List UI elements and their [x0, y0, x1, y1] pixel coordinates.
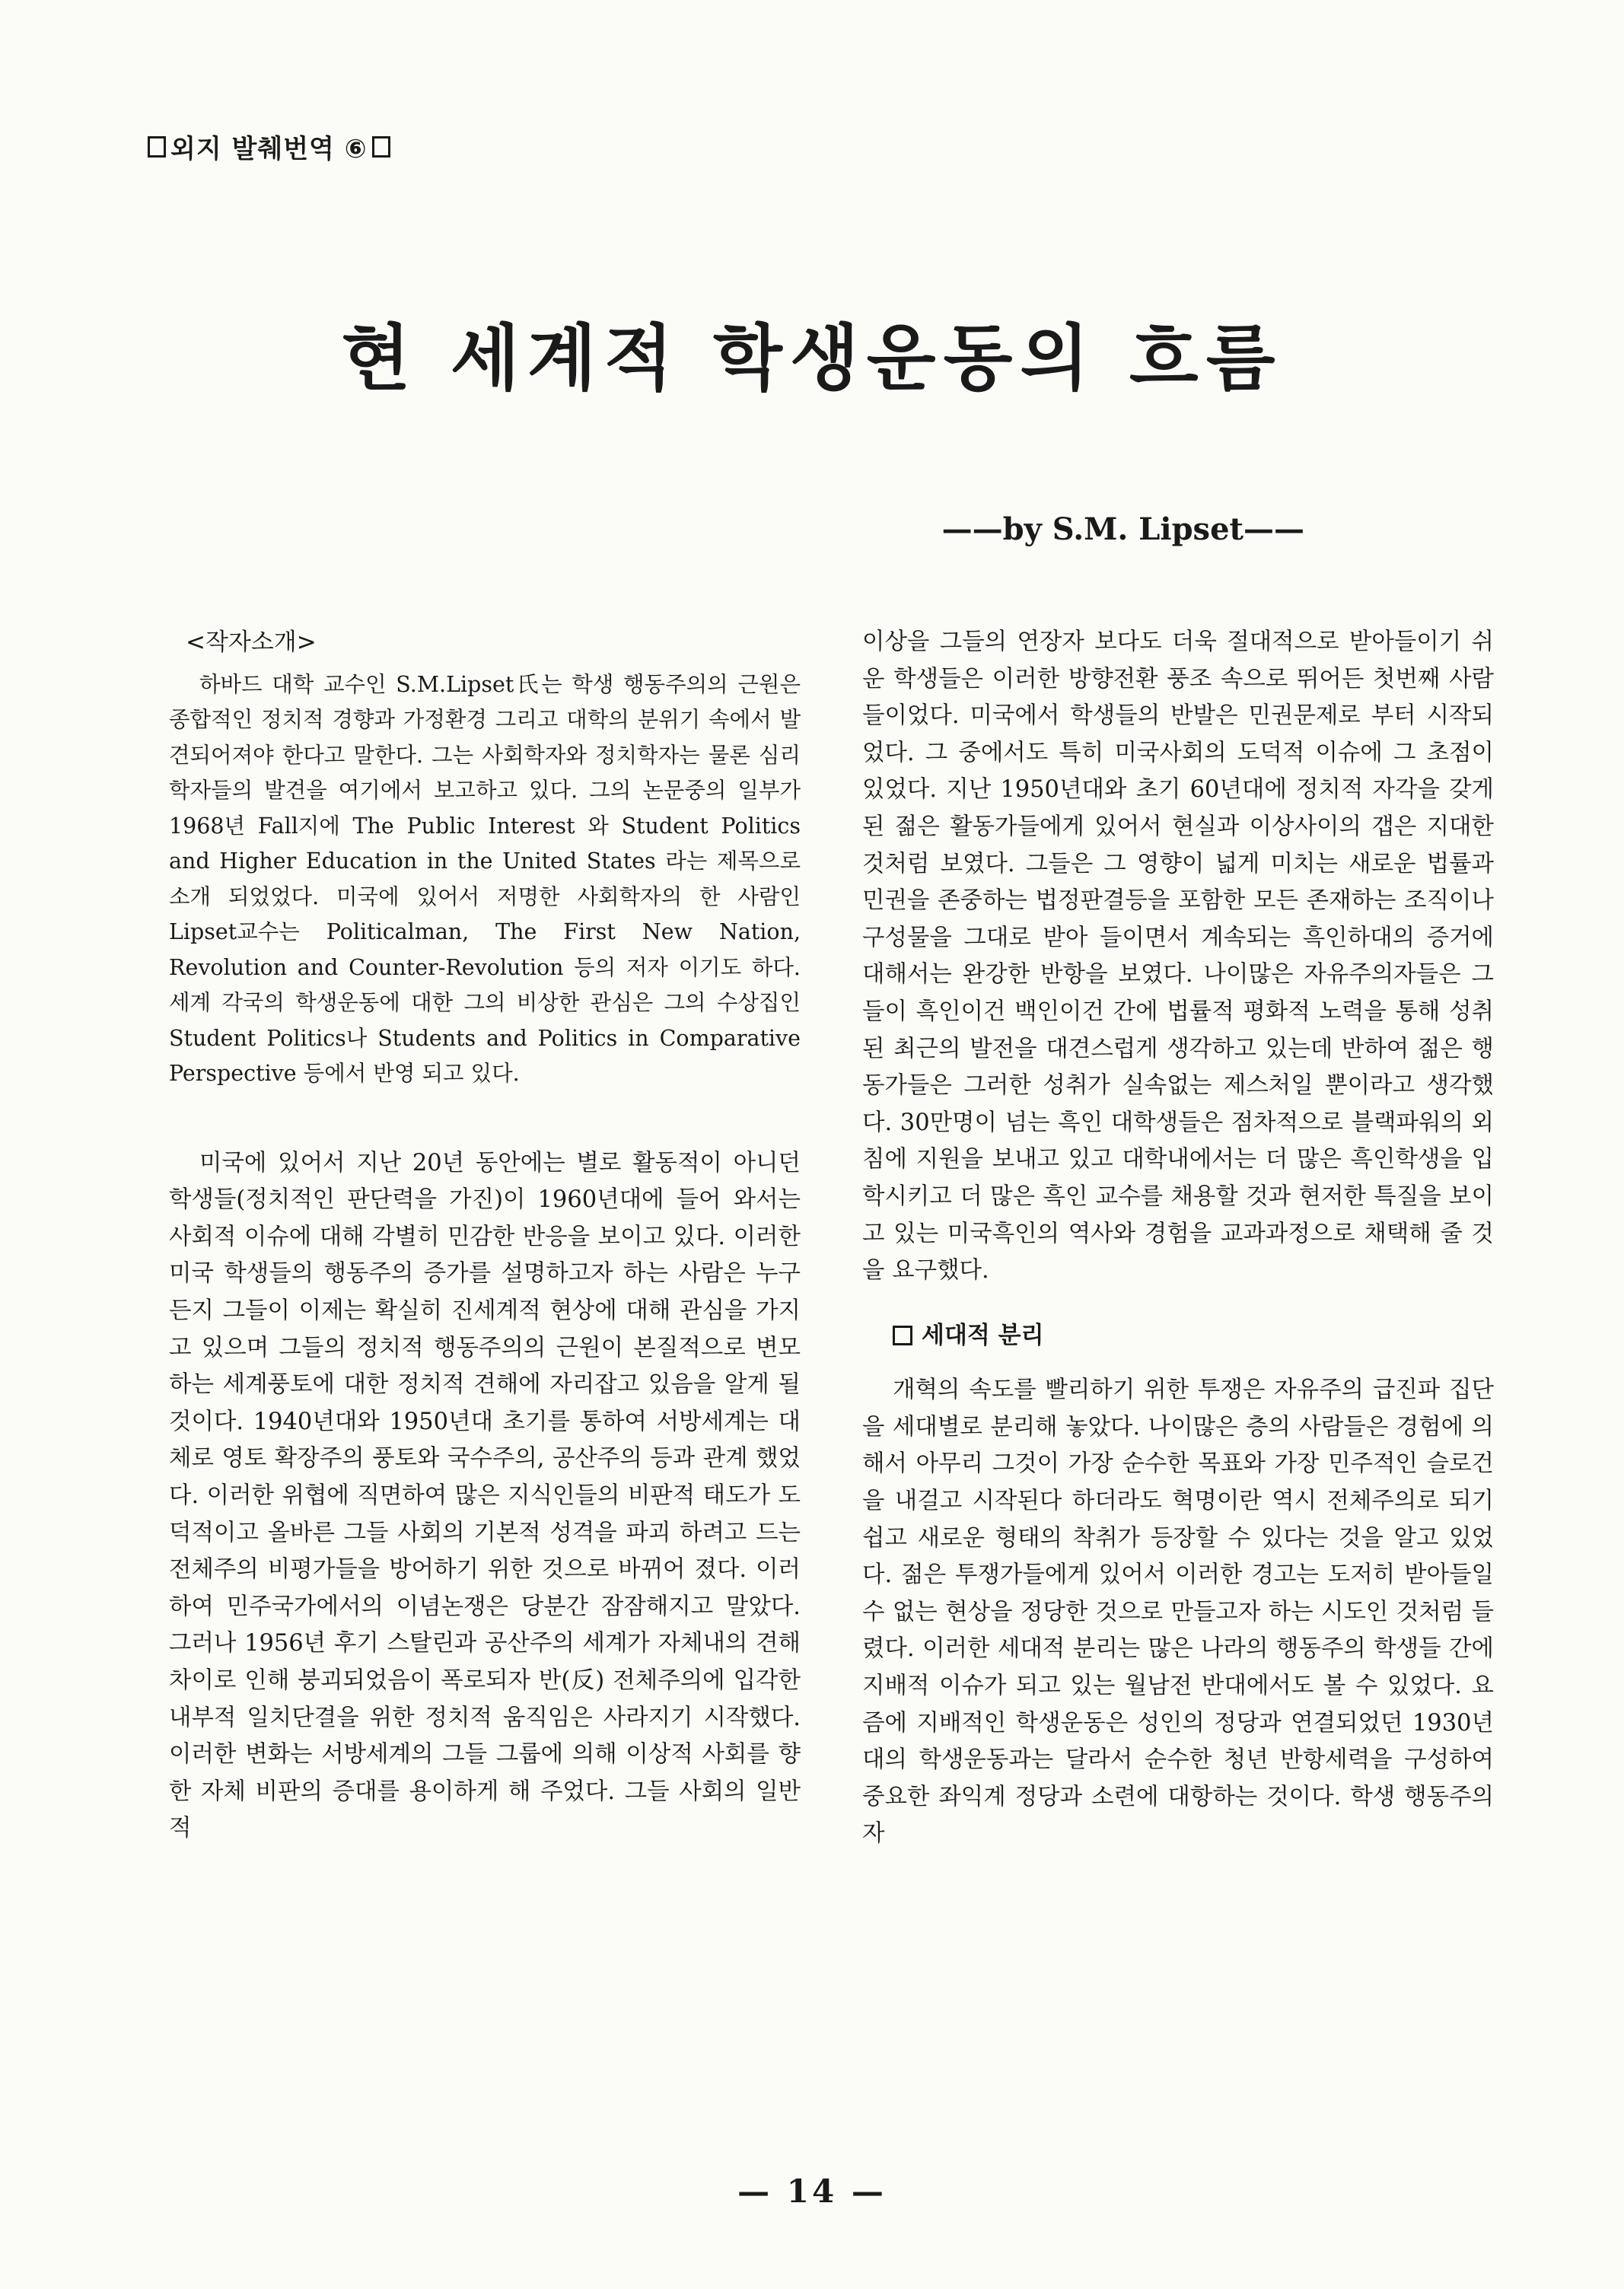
intro-text: 하바드 대학 교수인 S.M.Lipset氏는 학생 행동주의의 근원은 종합적인 정치적 경향과 가정환경 그리고 대학의 분위기 속에서 발견되어져야 한다고 말한다. 그는 사회학자와 정치학자는 물론 심리학자들의 발견을 여기에서 보고하고 있다. 그의 논문중의 일부가 1968년 Fall지에 The Public Interest 와 Student Politics and Higher Education in the United States 라는 제목으로 소개 되었었다. 미국에 있어서 저명한 사회학자의 한 사람인 Lipset교수는 Politicalman, The First New Nation, Revolution and Counter-Revolution 등의 저자 이기도 하다. 세계 각국의 학생운동에 대한 그의 비상한 관심은 그의 수상집인 Student Politics나 Students and Politics in Comparative Perspective 등에서 반영 되고 있다.	[169, 671, 801, 1087]
article-byline: ——by S.M. Lipset——	[941, 511, 1304, 547]
article-title: 현 세계적 학생운동의 흐름	[341, 317, 1283, 400]
box-icon	[148, 136, 166, 158]
box-icon	[893, 1326, 912, 1345]
series-label-text: 외지 발췌번역 ⑥	[170, 134, 368, 164]
intro-heading: <작자소개>	[186, 629, 317, 656]
series-label	[148, 128, 390, 165]
section-heading	[893, 1317, 1494, 1355]
left-column	[169, 624, 801, 1848]
body-paragraph: 이상을 그들의 연장자 보다도 더욱 절대적으로 받아들이기 쉬운 학생들은 이러한 방향전환 풍조 속으로 뛰어든 첫번째 사람들이었다. 미국에서 학생들의 반발은 민권문제로 부터 시작되었다. 그 중에서도 특히 미국사회의 도덕적 이슈에 그 초점이 있었다. 지난 1950년대와 초기 60년대에 정치적 자각을 갖게 된 젊은 활동가들에게 있어서 현실과 이상사이의 갭은 지대한 것처럼 보였다. 그들은 그 영향이 넓게 미치는 새로운 법률과 민권을 존중하는 법정판결등을 포함한 모든 존재하는 조직이나 구성물을 그대로 받아 들이면서 계속되는 흑인하대의 증거에 대해서는 완강한 반항을 보였다. 나이많은 자유주의자들은 그들이 흑인이건 백인이건 간에 법률적 평화적 노력을 통해 성취된 최근의 발전을 대견스럽게 생각하고 있는데 반하여 젊은 행동가들은 그러한 성취가 실속없는 제스처일 뿐이라고 생각했다. 30만명이 넘는 흑인 대학생들은 점차적으로 블랙파워의 외침에 지원을 보내고 있고 대학내에서는 더 많은 흑인학생을 입학시키고 더 많은 흑인 교수를 채용할 것과 현저한 특질을 보이고 있는 미국흑인의 역사와 경험을 교과과정으로 채택해 줄 것을 요구했다.	[862, 629, 1494, 1285]
right-column	[862, 624, 1494, 1853]
page-number: — 14 —	[737, 2173, 887, 2210]
body-paragraph: 미국에 있어서 지난 20년 동안에는 별로 활동적이 아니던 학생들(정치적인 판단력을 가진)이 1960년대에 들어 와서는 사회적 이슈에 대해 각별히 민감한 반응을 보이고 있다. 이러한 미국 학생들의 행동주의 증가를 설명하고자 하는 사람은 누구든지 그들이 이제는 확실히 진세계적 현상에 대해 관심을 가지고 있으며 그들의 정치적 행동주의의 근원이 본질적으로 변모하는 세계풍토에 대한 정치적 견해에 자리잡고 있음을 알게 될 것이다. 1940년대와 1950년대 초기를 통하여 서방세계는 대체로 영토 확장주의 풍토와 국수주의, 공산주의 등과 관계 했었다. 이러한 위협에 직면하여 많은 지식인들의 비판적 태도가 도덕적이고 올바른 그들 사회의 기본적 성격을 파괴 하려고 드는 전체주의 비평가들을 방어하기 위한 것으로 바뀌어 졌다. 이러하여 민주국가에서의 이념논쟁은 당분간 잠잠해지고 말았다. 그러나 1956년 후기 스탈린과 공산주의 세계가 자체내의 견해차이로 인해 붕괴되었음이 폭로되자 반(反) 전체주의에 입각한 내부적 일치단결을 위한 정치적 움직임은 사라지기 시작했다. 이러한 변화는 서방세계의 그들 그룹에 의해 이상적 사회를 향한 자체 비판의 증대를 용이하게 해 주었다. 그들 사회의 일반적	[169, 1149, 801, 1842]
section-heading-text: 세대적 분리	[922, 1321, 1044, 1349]
body-paragraph: 개혁의 속도를 빨리하기 위한 투쟁은 자유주의 급진파 집단을 세대별로 분리해 놓았다. 나이많은 층의 사람들은 경험에 의해서 아무리 그것이 가장 순수한 목표와 가장 민주적인 슬로건을 내걸고 시작된다 하더라도 혁명이란 역시 전체주의로 되기쉽고 새로운 형태의 착취가 등장할 수 있다는 것을 알고 있었다. 젊은 투쟁가들에게 있어서 이러한 경고는 도저히 받아들일 수 없는 현상을 정당한 것으로 만들고자 하는 시도인 것처럼 들렸다. 이러한 세대적 분리는 많은 나라의 행동주의 학생들 간에 지배적 이슈가 되고 있는 월남전 반대에서도 볼 수 있었다. 요즘에 지배적인 학생운동은 성인의 정당과 연결되었던 1930년대의 학생운동과는 달라서 순수한 청년 반항세력을 구성하여 중요한 좌익계 정당과 소련에 대항하는 것이다. 학생 행동주의자	[862, 1377, 1494, 1848]
box-icon	[372, 136, 390, 158]
